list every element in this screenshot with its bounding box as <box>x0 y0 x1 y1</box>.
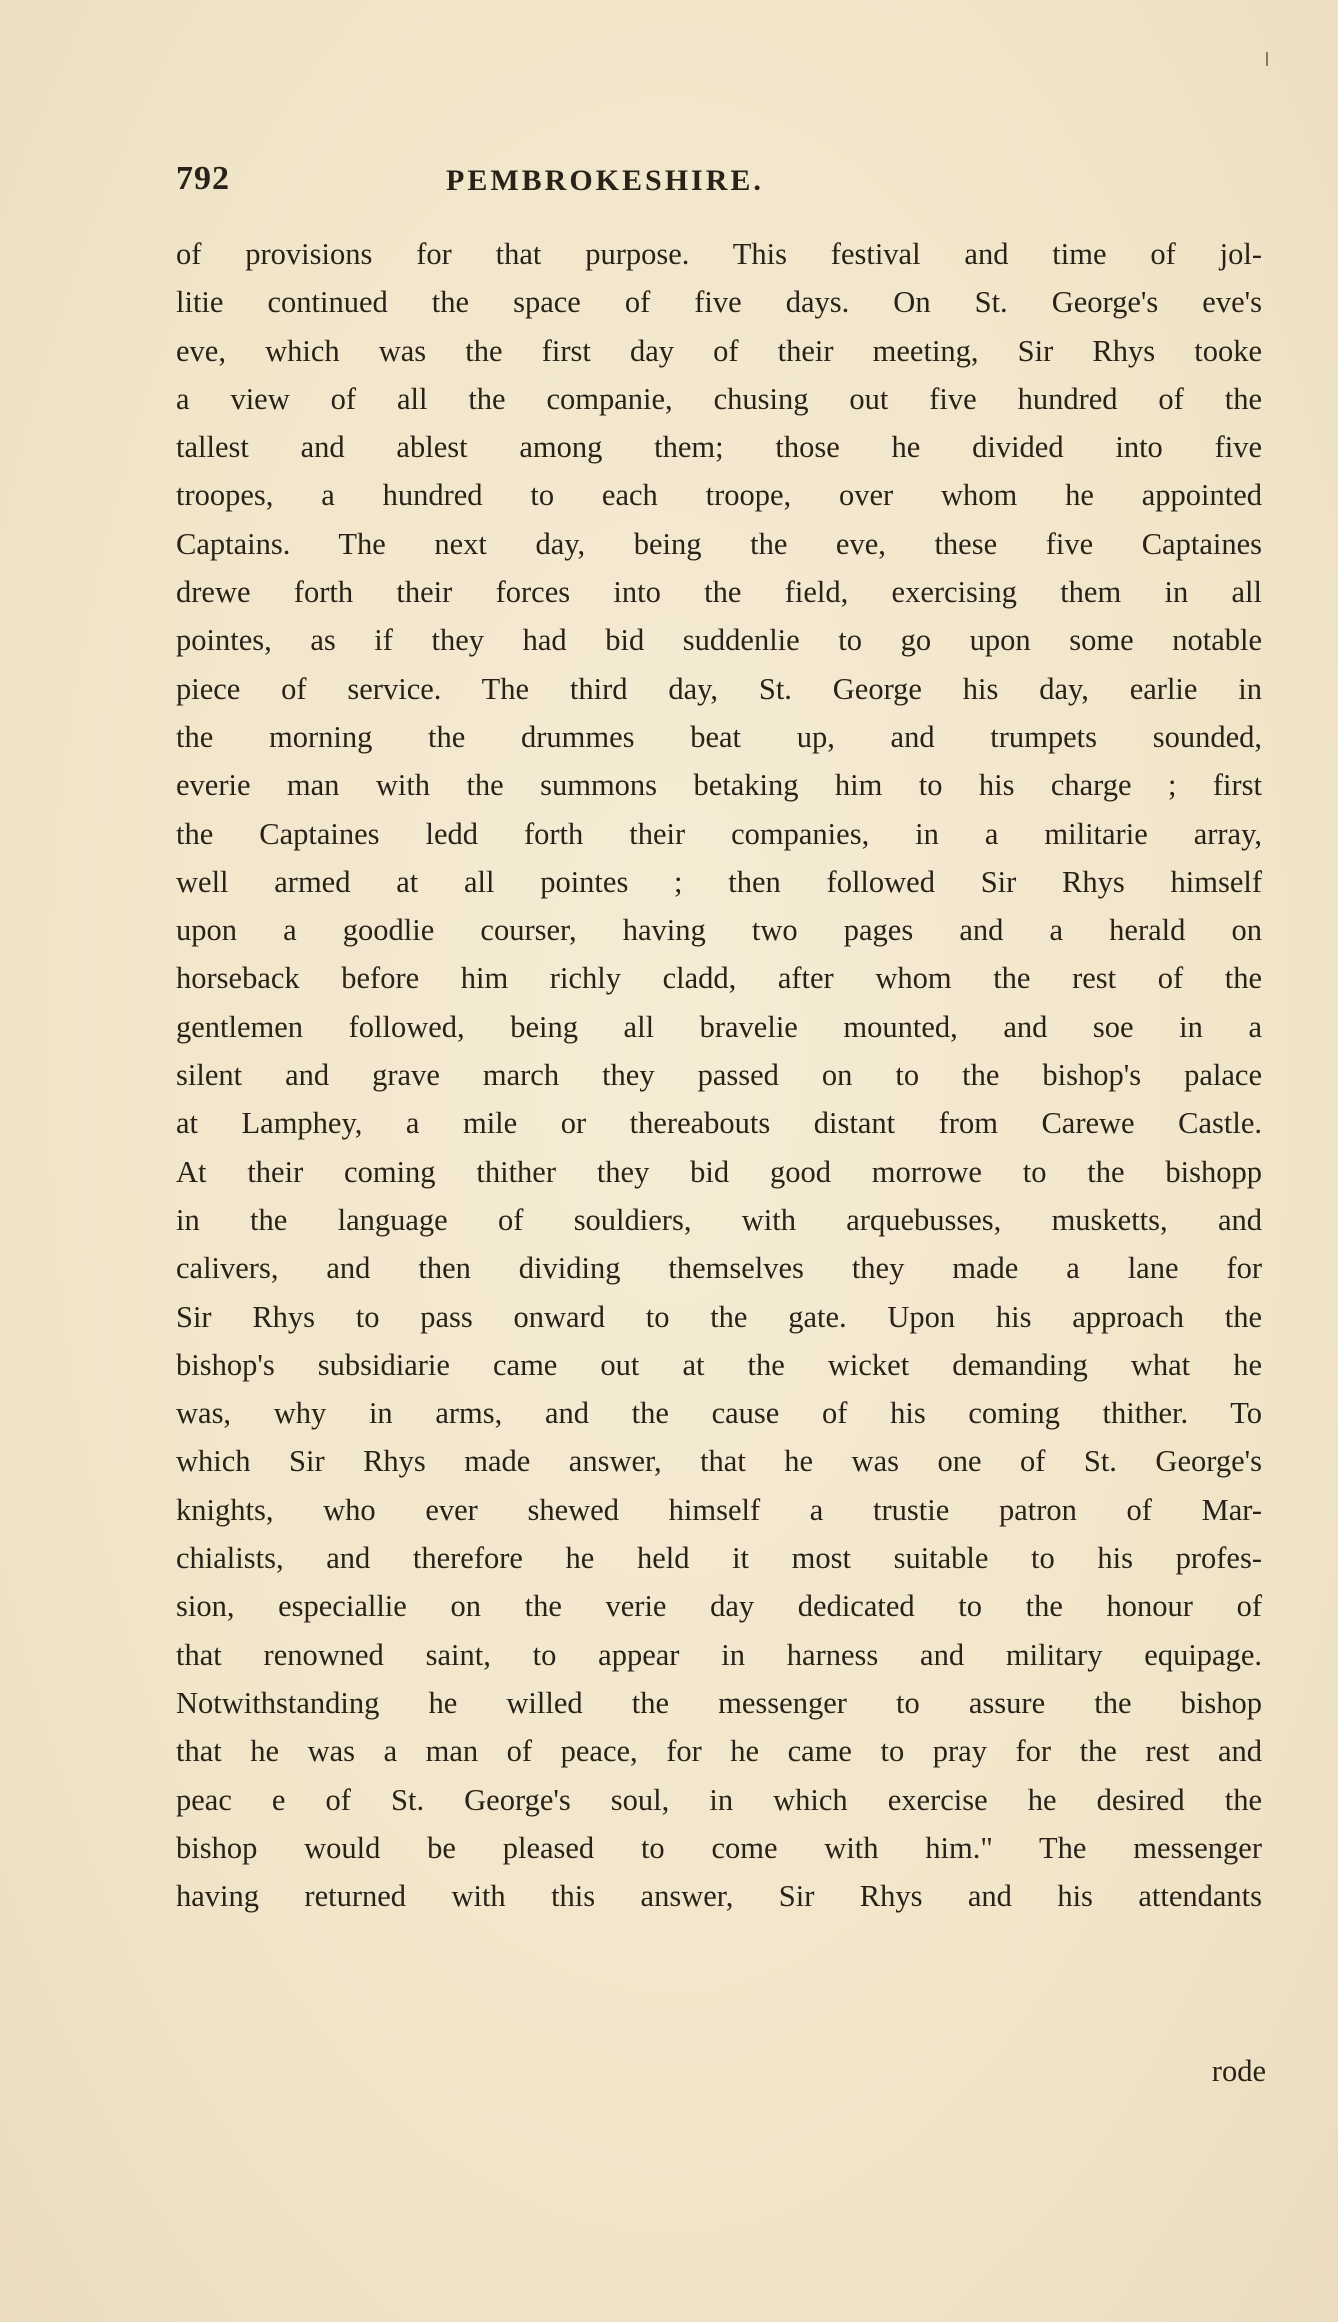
text-line: Captains. The next day, being the eve, these five Captaines <box>176 526 1262 561</box>
text-line: troopes, a hundred to each troope, over whom he appointed <box>176 478 1262 513</box>
text-line: litie continued the space of five days. On St. George's eve's <box>176 285 1262 320</box>
running-head: PEMBROKESHIRE. <box>446 164 764 197</box>
text-line: that renowned saint, to appear in harness and military equipage. <box>176 1637 1262 1672</box>
text-line: piece of service. The third day, St. George his day, earlie in <box>176 671 1262 706</box>
page-number: 792 <box>176 160 230 197</box>
text-line: peac e of St. George's soul, in which exercise he desired the <box>176 1782 1262 1817</box>
text-line: which Sir Rhys made answer, that he was one of St. George's <box>176 1444 1262 1479</box>
text-line: pointes, as if they had bid suddenlie to go upon some notable <box>176 623 1262 658</box>
text-line: bishop would be pleased to come with him." The messenger <box>176 1830 1262 1865</box>
text-line: horseback before him richly cladd, after whom the rest of the <box>176 961 1262 996</box>
text-line: sion, especiallie on the verie day dedicated to the honour of <box>176 1589 1262 1624</box>
text-line: silent and grave march they passed on to the bishop's palace <box>176 1058 1262 1093</box>
text-line: the Captaines ledd forth their companies, in a militarie array, <box>176 816 1262 851</box>
text-line: that he was a man of peace, for he came to pray for the rest and <box>176 1734 1262 1769</box>
page-header <box>176 160 1276 200</box>
text-line: at Lamphey, a mile or thereabouts distant from Carewe Castle. <box>176 1106 1262 1141</box>
text-line: chialists, and therefore he held it most suitable to his profes- <box>176 1541 1262 1576</box>
text-line: tallest and ablest among them; those he divided into five <box>176 430 1262 465</box>
text-line: Sir Rhys to pass onward to the gate. Upon his approach the <box>176 1299 1262 1334</box>
text-line: upon a goodlie courser, having two pages and a herald on <box>176 913 1262 948</box>
text-line: knights, who ever shewed himself a trustie patron of Mar- <box>176 1492 1262 1527</box>
text-line: calivers, and then dividing themselves they made a lane for <box>176 1251 1262 1286</box>
text-line: a view of all the companie, chusing out five hundred of the <box>176 381 1262 416</box>
text-line: having returned with this answer, Sir Rhys and his attendants <box>176 1879 1262 1914</box>
text-line: drewe forth their forces into the field, exercising them in all <box>176 575 1262 610</box>
text-line: gentlemen followed, being all bravelie mounted, and soe in a <box>176 1009 1262 1044</box>
text-line: well armed at all pointes ; then followed Sir Rhys himself <box>176 864 1262 899</box>
body-text <box>176 230 1262 1920</box>
text-line: everie man with the summons betaking him to his charge ; first <box>176 768 1262 803</box>
text-line: was, why in arms, and the cause of his coming thither. To <box>176 1396 1262 1431</box>
text-line: of provisions for that purpose. This festival and time of jol- <box>176 237 1262 271</box>
text-line: bishop's subsidiarie came out at the wicket demanding what he <box>176 1347 1262 1382</box>
catchword: rode <box>1211 2054 1266 2088</box>
text-line: the morning the drummes beat up, and trumpets sounded, <box>176 719 1262 754</box>
text-line: eve, which was the first day of their meeting, Sir Rhys tooke <box>176 333 1262 368</box>
text-line: Notwithstanding he willed the messenger to assure the bishop <box>176 1685 1262 1720</box>
corner-mark <box>1266 52 1268 66</box>
text-line: in the language of souldiers, with arquebusses, musketts, and <box>176 1202 1262 1237</box>
text-line: At their coming thither they bid good morrowe to the bishopp <box>176 1154 1262 1189</box>
